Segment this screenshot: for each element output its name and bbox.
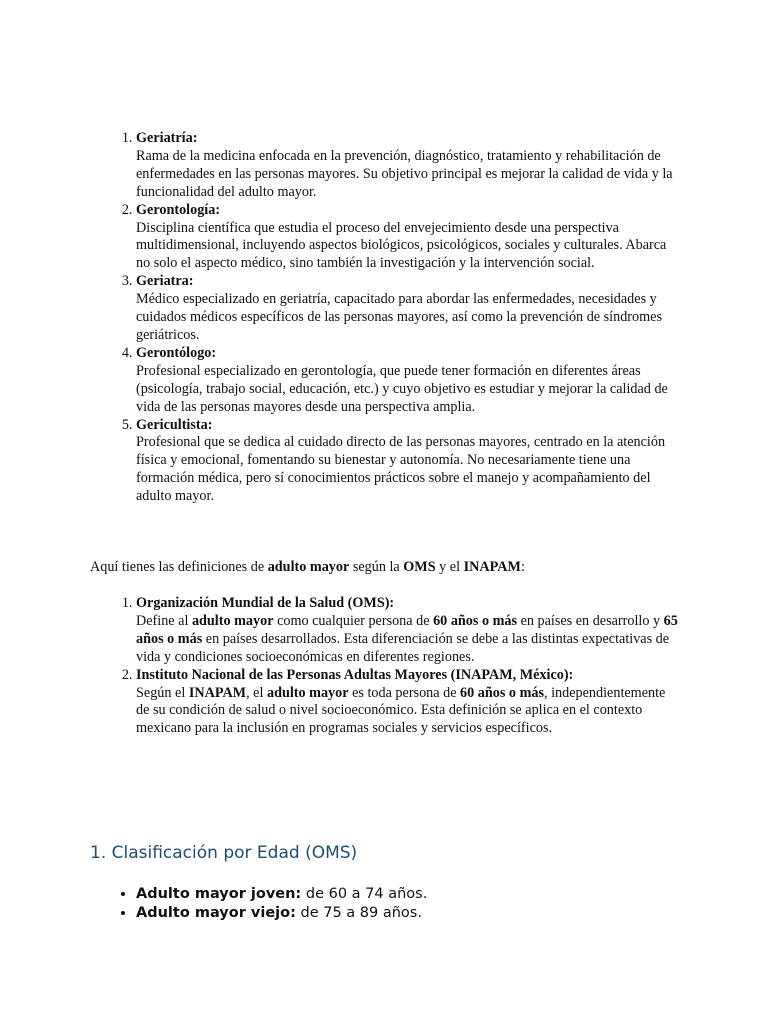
definition-term: Gerontólogo: <box>136 344 217 361</box>
age-group-range: de 75 a 89 años. <box>295 904 422 921</box>
organization-name: Instituto Nacional de las Personas Adultas Mayores (INAPAM, México): <box>136 666 574 683</box>
list-item <box>136 667 681 739</box>
list-item <box>136 417 681 507</box>
definition-text: es toda persona de <box>348 684 461 701</box>
intro-paragraph <box>90 558 525 576</box>
definition-bold: INAPAM <box>188 684 247 701</box>
definition-bold: 60 años o más <box>433 612 518 629</box>
organization-definition <box>136 685 681 739</box>
definition-text: Profesional especializado en gerontología, que puede tener formación en diferentes áreas (psicología, trabajo social, educación, etc.) y cuyo objetivo es estudiar y mejorar la calidad de vida de las personas mayores desde una perspectiva amplia. <box>136 362 668 415</box>
intro-bold: OMS <box>403 559 436 575</box>
definition-text: Rama de la medicina enfocada en la prevención, diagnóstico, tratamiento y rehabilitación de enfermedades en las personas mayores. Su objetivo principal es mejorar la calidad de vida y la funcionalidad del adulto mayor. <box>136 147 673 200</box>
definition-bold: adulto mayor <box>191 612 274 629</box>
intro-text: según la <box>349 559 404 575</box>
definition-text: Según el <box>136 684 189 701</box>
age-group-label: Adulto mayor joven: <box>136 886 302 902</box>
definition-text: como cualquier persona de <box>273 612 434 629</box>
definition-bold: adulto mayor <box>266 684 349 701</box>
age-group-range: de 60 a 74 años. <box>301 886 428 902</box>
age-group-label: Adulto mayor viejo: <box>136 904 296 921</box>
definition-bold: 65 años o más <box>136 612 678 647</box>
intro-text: : <box>520 559 525 575</box>
definition-text: Disciplina científica que estudia el proceso del envejecimiento desde una perspectiva multidimensional, incluyendo aspectos biológicos, psicológicos, sociales y culturales. Abarca no solo el aspecto médico, sino también la investigación y la intervención social. <box>136 219 667 272</box>
definitions-list <box>0 130 681 506</box>
age-classification-list <box>0 885 696 922</box>
intro-text: y el <box>435 559 464 575</box>
definition-text: Médico especializado en geriatría, capacitado para abordar las enfermedades, necesidades y cuidados médicos específicos de las personas mayores, así como la prevención de síndromes geriátricos. <box>136 291 662 343</box>
definition-term: Gerontología: <box>136 201 221 218</box>
intro-bold: adulto mayor <box>267 559 350 575</box>
list-item <box>136 130 681 202</box>
definition-text: en países en desarrollo y <box>517 612 664 629</box>
list-item <box>136 345 681 417</box>
definition-text: , el <box>246 684 267 701</box>
list-item <box>136 885 696 904</box>
list-item <box>136 595 681 667</box>
list-item <box>136 202 681 274</box>
list-item <box>136 904 696 923</box>
organization-name: Organización Mundial de la Salud (OMS): <box>136 595 395 611</box>
organizations-list <box>0 595 681 738</box>
definition-text: en países desarrollados. Esta diferenciación se debe a las distintas expectativas de vida y condiciones socioeconómicas en diferentes regiones. <box>136 630 670 665</box>
definition-term: Geriatría: <box>136 130 198 146</box>
definition-term: Geriatra: <box>136 273 194 290</box>
definition-text: Profesional que se dedica al cuidado directo de las personas mayores, centrado en la atención física y emocional, fomentando su bienestar y autonomía. No necesariamente tiene una formación médica, pero sí conocimientos prácticos sobre el manejo y acompañamiento del adulto mayor. <box>136 434 666 505</box>
intro-bold: INAPAM <box>463 559 521 575</box>
definition-text: Define al <box>136 612 192 629</box>
intro-text: Aquí tienes las definiciones de <box>90 559 268 575</box>
definition-term: Gericultista: <box>136 416 213 433</box>
list-item <box>136 273 681 345</box>
organization-definition <box>136 613 681 667</box>
definition-text: , independientemente de su condición de salud o nivel socioeconómico. Esta definición se aplica en el contexto mexicano para la inclusión en programas sociales y servicios específicos. <box>136 684 666 737</box>
section-heading: 1. Clasificación por Edad (OMS) <box>90 843 358 863</box>
definition-bold: 60 años o más <box>460 684 545 701</box>
